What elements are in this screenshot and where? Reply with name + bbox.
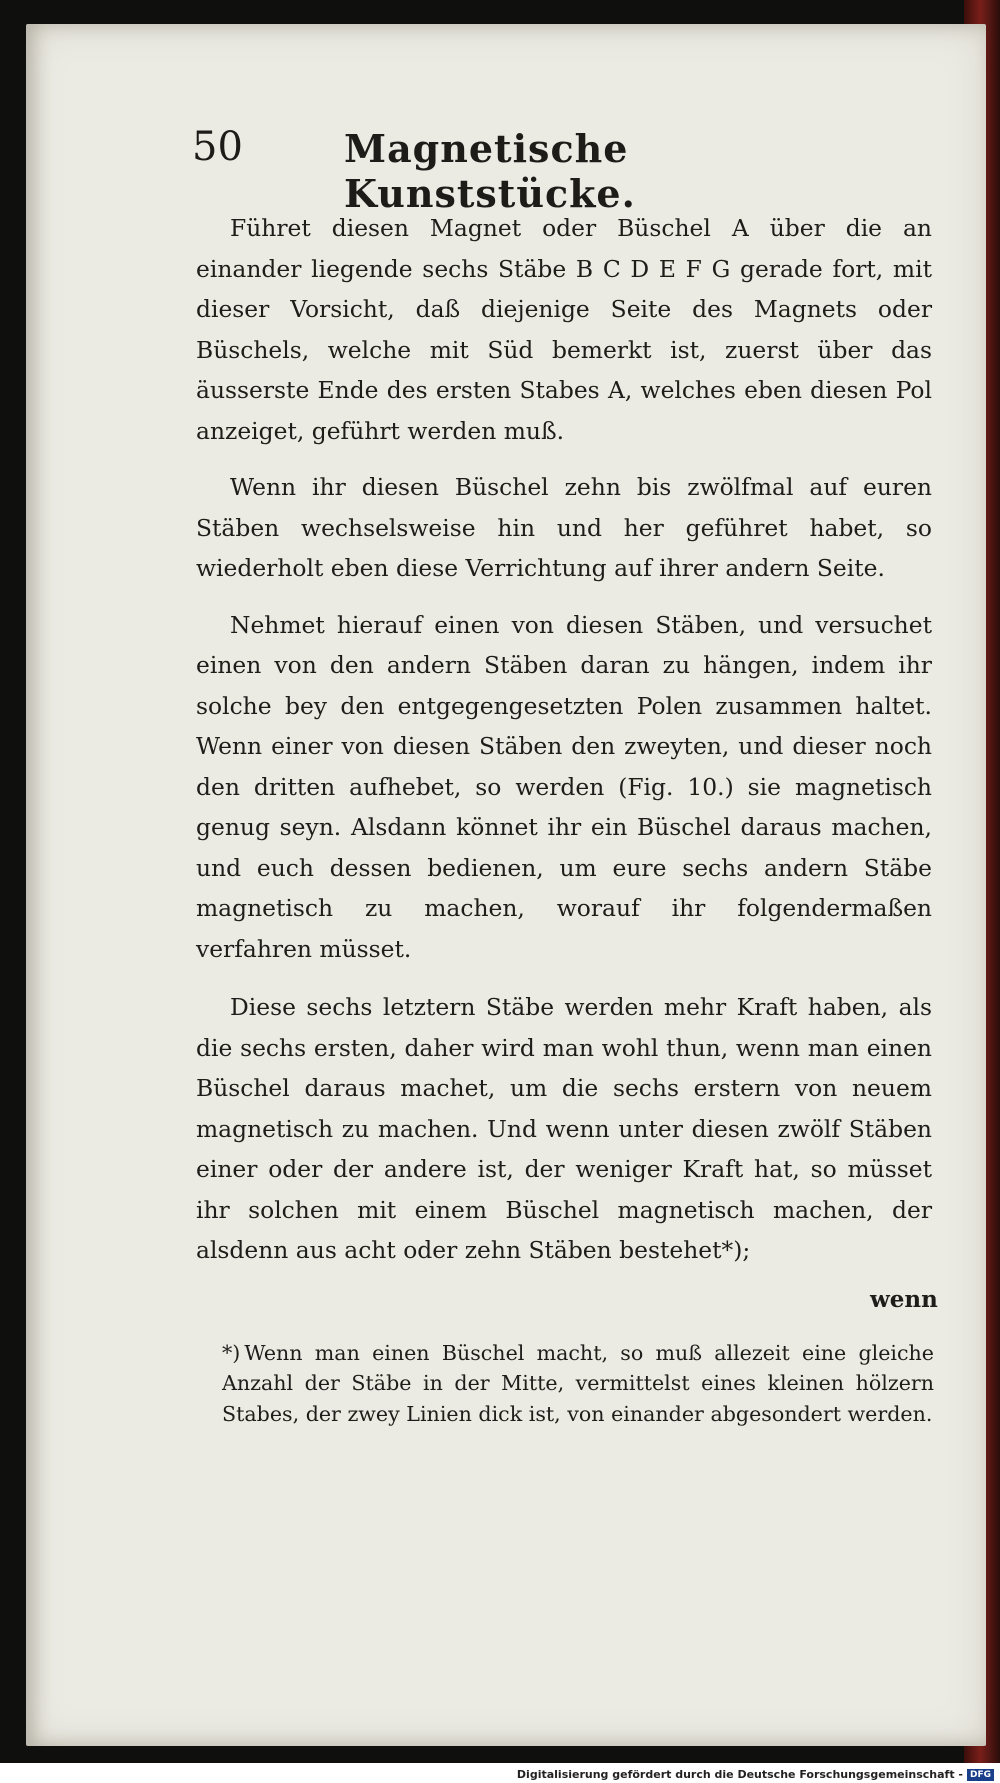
footnote-text: Wenn man einen Büschel macht, so muß allezeit eine gleiche Anzahl der Stäbe in der Mitte, vermittelst eines kleinen hölzern Stabes, der zwey Linien dick ist, von einander abgesondert werden. — [222, 1341, 934, 1426]
body-text — [196, 208, 932, 1271]
paragraph-2: Wenn ihr diesen Büschel zehn bis zwölfmal auf euren Stäben wechselsweise hin und her geführet habet, so wiederholt eben diese Verrichtung auf ihrer andern Seite. — [196, 473, 932, 582]
digitization-credit-text: Digitalisierung gefördert durch die Deutsche Forschungsgemeinschaft - — [516, 1768, 963, 1781]
footnote-mark: *) — [222, 1341, 241, 1365]
dfg-logo: DFG — [967, 1769, 994, 1781]
paragraph-3: Nehmet hierauf einen von diesen Stäben, und versuchet einen von den andern Stäben daran zu hängen, indem ihr solche bey den entgegengesetzten Polen zusammen haltet. Wenn einer von diesen Stäben den zweyten, und dieser noch den dritten aufhebet, so werden (Fig. 10.) sie magnetisch genug seyn. Alsdann könnet ihr ein Büschel daraus machen, und euch dessen bedienen, um eure sechs andern Stäbe magnetisch zu machen, worauf ihr folgendermaßen verfahren müsset. — [196, 610, 932, 963]
paragraph-1: Führet diesen Magnet oder Büschel A über die an einander liegende sechs Stäbe B C D E F G gerade fort, mit dieser Vorsicht, daß diejenige Seite des Magnets oder Büschels, welche mit Süd bemerkt ist, zuerst über das äusserste Ende des ersten Stabes A, welches eben diesen Pol anzeiget, geführt werden muß. — [196, 214, 932, 445]
page-header — [192, 124, 752, 216]
footnote — [222, 1338, 934, 1429]
paragraph-4: Diese sechs letztern Stäbe werden mehr Kraft haben, als die sechs ersten, daher wird man wohl thun, wenn man einen Büschel daraus machet, um die sechs erstern von neuem magnetisch zu machen. Und wenn unter diesen zwölf Stäben einer oder der andere ist, der weniger Kraft hat, so müsset ihr solchen mit einem Büschel magnetisch machen, der alsdenn aus acht oder zehn Stäben bestehet*); — [196, 993, 932, 1264]
catchword: wenn — [870, 1286, 938, 1313]
running-title: Magnetische Kunststücke. — [344, 126, 636, 216]
digitization-credit — [517, 1768, 994, 1781]
page-number: 50 — [192, 124, 243, 170]
